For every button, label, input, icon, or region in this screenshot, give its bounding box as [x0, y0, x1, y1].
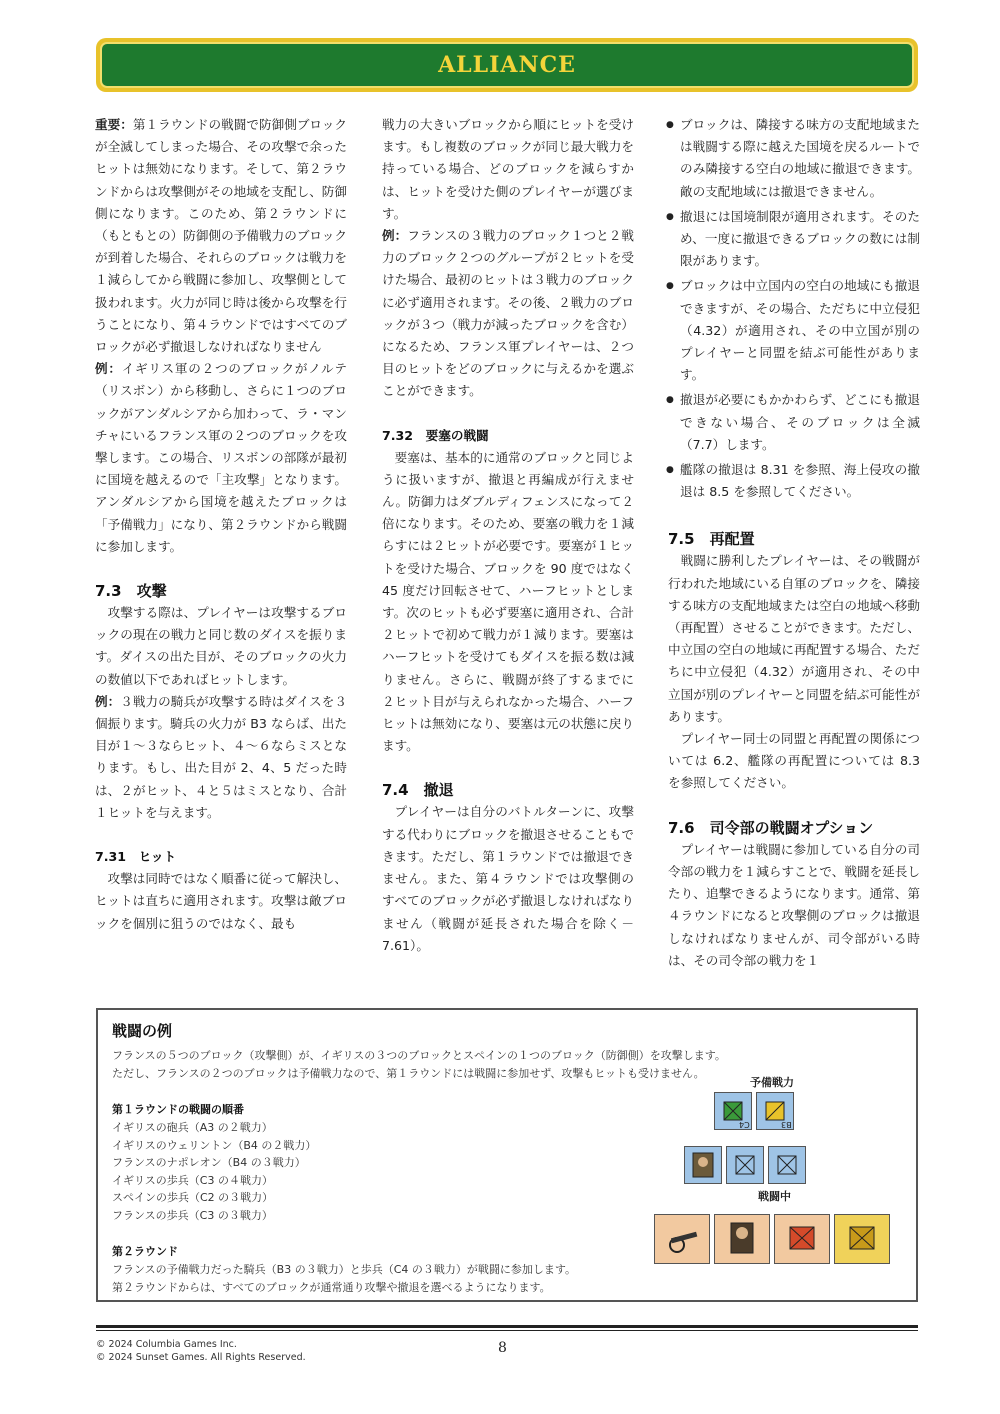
reserve-label: 予備戦力 — [750, 1076, 794, 1089]
heading-7-5: 7.5 再配置 — [668, 530, 755, 549]
cannon-icon — [655, 1215, 709, 1263]
block-alava — [834, 1214, 890, 1264]
list-item: ● ブロックは中立国内の空白の地域にも撤退できますが、その場合、ただちに中立侵犯（4.32）が適用され、その中立国が別のプレイヤーと同盟を結ぶ可能性があります。 — [668, 275, 920, 386]
portrait-icon — [685, 1147, 721, 1183]
round-2-line-1: フランスの予備戦力だった騎兵（B3 の３戦力）と歩兵（C4 の３戦力）が戦闘に参加します。 — [112, 1262, 577, 1276]
example-intro-line-1: フランスの５つのブロック（攻撃側）が、イギリスの３つのブロックとスペインの１つのブロック（防御側）を攻撃します。 — [112, 1049, 726, 1062]
footer-copyright — [96, 1338, 306, 1364]
title-banner — [96, 38, 918, 92]
paragraph-regroup: 戦闘に勝利したプレイヤーは、その戦闘が行われた地域にいる自軍のブロックを、隣接する味方の支配地域または空白の地域へ移動（再配置）させることができます。ただし、中立国の空白の地域に再配置する場合、ただちに中立侵犯（4.32）が適用され、その中立国が別のプレイヤーと同盟を結ぶ可能性があります。 — [668, 553, 920, 724]
column-2 — [382, 114, 634, 957]
infantry-symbol-icon — [727, 1147, 763, 1183]
copyright-line-1: © 2024 Columbia Games Inc. — [96, 1339, 237, 1350]
column-1 — [95, 114, 347, 935]
paragraph-retreat: プレイヤーは自分のバトルターンに、攻撃する代わりにブロックを撤退させることもできます。ただし、第１ラウンドでは撤退できません。また、第４ラウンドでは攻撃側のすべてのブロックが必ず撤退しなければなりません（戦闘が延長された場合を除く－ 7.61）。 — [382, 804, 634, 953]
example-lead: 例： — [382, 228, 408, 244]
paragraph-hit-cont: 戦力の大きいブロックから順にヒットを受けます。もし複数のブロックが同じ最大戦力を持っている場合、どのブロックを減らすかは、ヒットを受けた側のプレイヤーが選びます。 — [382, 117, 634, 221]
block-bessieres-garde — [714, 1092, 752, 1130]
block-napoleon — [684, 1146, 722, 1184]
example-lead: 例： — [95, 693, 121, 709]
paragraph-important — [95, 114, 347, 358]
retreat-rules-list — [668, 114, 920, 503]
footer-rule — [96, 1325, 918, 1328]
example-title: 戦闘の例 — [112, 1022, 173, 1040]
heading-7-31: 7.31 ヒット — [95, 849, 177, 865]
block-fire: B3 — [781, 1120, 792, 1129]
paragraph-attack: 攻撃する際は、プレイヤーは攻撃するブロックの現在の戦力と同じ数のダイスを振ります。ダイスの出た目が、そのブロックの火力の数値以下であればヒットします。 — [95, 605, 347, 687]
list-item: イギリスのウェリントン（B4 の２戦力） — [112, 1138, 317, 1152]
example-lead: 例： — [95, 361, 122, 377]
copyright-line-2: © 2024 Sunset Games. All Rights Reserved. — [96, 1352, 306, 1363]
combat-example-box — [96, 1008, 918, 1302]
paragraph-example-1 — [95, 358, 347, 558]
block-hill — [774, 1214, 830, 1264]
round-2-line-2: 第２ラウンドからは、すべてのブロックが通常通り攻撃や撤退を選べるようになります。 — [112, 1280, 551, 1294]
list-item: フランスの歩兵（C3 の３戦力） — [112, 1208, 273, 1222]
list-item: フランスのナポレオン（B4 の３戦力） — [112, 1156, 306, 1170]
list-item: ● 艦隊の撤退は 8.31 を参照、海上侵攻の撤退は 8.5 を参照してください。 — [668, 459, 920, 503]
block-davout — [726, 1146, 764, 1184]
heading-7-4: 7.4 撤退 — [382, 781, 454, 800]
block-murat — [756, 1092, 794, 1130]
infantry-symbol-icon — [775, 1215, 829, 1263]
list-item: ● ブロックは、隣接する味方の支配地域または戦闘する際に越えた国境を戻るルートでのみ隣接する空白の地域に撤退できます。敵の支配地域には撤退できません。 — [668, 114, 920, 203]
paragraph-hit: 攻撃は同時ではなく順番に従って解決し、ヒットは直ちに適用されます。攻撃は敵ブロックを個別に狙うのではなく、最も — [95, 871, 347, 931]
round-1-title: 第１ラウンドの戦闘の順番 — [112, 1103, 244, 1116]
infantry-symbol-icon — [835, 1215, 889, 1263]
block-artillery — [654, 1214, 710, 1264]
block-wellington — [714, 1214, 770, 1264]
block-fire: C4 — [739, 1120, 750, 1129]
important-lead: 重要： — [95, 117, 133, 132]
paragraph-example-3 — [382, 225, 634, 403]
list-item: ● 撤退には国境制限が適用されます。そのため、一度に撤退できるブロックの数には制限があります。 — [668, 206, 920, 273]
important-text: 第１ラウンドの戦闘で防御側ブロックが全滅してしまった場合、その攻撃で余ったヒットは無効になります。そして、第２ラウンドからは攻撃側がその地域を支配し、防御側になります。このため、第２ラウンドに（もともとの）防御側の予備戦力のブロックが到着した場合、それらのブロックは戦力を１減らしてから戦闘に参加し、攻撃側として扱われます。火力が同じ時は後から攻撃を行うことになり、第４ラウンドではすべてのブロックが必ず撤退しなければなりません — [95, 117, 348, 355]
example-text: ３戦力の騎兵が攻撃する時はダイスを３個振ります。騎兵の火力が B3 ならば、出た目が１〜３ならヒット、４〜６ならミスとなります。もし、出た目が 2、4、5 だった時は、２がヒット、４と５はミスとなり、合計１ヒットを与えます。 — [95, 693, 348, 820]
example-text: フランスの３戦力のブロック１つと２戦力のブロック２つのグループが２ヒットを受けた場合、最初のヒットは３戦力のブロックに必ず適用されます。その後、２戦力のブロックが３つ（戦力が減ったブロックを含む）になるため、フランス軍プレイヤーは、２つ目のヒットをどのブロックに与えるかを選ぶことができます。 — [382, 228, 635, 399]
heading-7-6: 7.6 司令部の戦闘オプション — [668, 818, 874, 837]
column-3 — [668, 114, 920, 972]
example-intro-line-2: ただし、フランスの２つのブロックは予備戦力なので、第１ラウンドには戦闘に参加せず、攻撃もヒットも受けません。 — [112, 1067, 705, 1080]
paragraph-example-2 — [95, 691, 347, 824]
page-number: 8 — [498, 1340, 507, 1356]
round-2-title: 第２ラウンド — [112, 1244, 178, 1258]
infantry-symbol-icon — [769, 1147, 805, 1183]
list-item: スペインの歩兵（C2 の３戦力） — [112, 1191, 274, 1205]
title-banner-inner — [100, 42, 914, 88]
heading-7-32: 7.32 要塞の戦闘 — [382, 427, 489, 443]
heading-7-3: 7.3 攻撃 — [95, 582, 167, 601]
paragraph-fortress: 要塞は、基本的に通常のブロックと同じように扱いますが、撤退と再編成が行えません。防御力はダブルディフェンスになって２倍になります。そのため、要塞の戦力を１減らすには２ヒットが必要です。要塞が１ヒットを受けた場合、ブロックを 90 度ではなく 45 度だけ回転させて、ハーフヒットとします。次のヒットも必ず要塞に適用され、合計２ヒットで初めて戦力が１減ります。要塞はハーフヒットを受けてもダイスを振る数は減りません。さらに、戦闘が終了するまでに２ヒット目が与えられなかった場合、ハーフヒットは無効になり、要塞は元の状態に戻ります。 — [382, 449, 634, 754]
battle-label: 戦闘中 — [758, 1190, 791, 1203]
footer-rule-thin — [96, 1330, 918, 1331]
block-lannes — [768, 1146, 806, 1184]
paragraph-regroup-ref: プレイヤー同士の同盟と再配置の関係については 6.2、艦隊の再配置については 8.3 を参照してください。 — [668, 731, 920, 791]
paragraph-hq-options: プレイヤーは戦闘に参加している自分の司令部の戦力を１減らすことで、戦闘を延長したり、追撃できるようになります。通常、第４ラウンドになると攻撃側のブロックは撤退しなければなりませんが、司令部がいる時は、その司令部の戦力を１ — [668, 841, 920, 968]
list-item: ● 撤退が必要にもかかわらず、どこにも撤退できない場合、そのブロックは全滅（7.7）します。 — [668, 389, 920, 456]
list-item: イギリスの歩兵（C3 の４戦力） — [112, 1173, 273, 1187]
list-item: イギリスの砲兵（A3 の２戦力） — [112, 1121, 273, 1134]
page-title: ALLIANCE — [438, 52, 576, 78]
example-text: イギリス軍の２つのブロックがノルテ（リスボン）から移動し、さらに１つのブロックがアンダルシアから加わって、ラ・マンチャにいるフランス軍の２つのブロックを攻撃します。この場合、リスボンの部隊が最初に国境を越えるので「主攻撃」となります。アンダルシアから国境を越えたブロックは「予備戦力」になり、第２ラウンドから戦闘に参加します。 — [95, 361, 347, 554]
portrait-icon — [715, 1215, 769, 1263]
